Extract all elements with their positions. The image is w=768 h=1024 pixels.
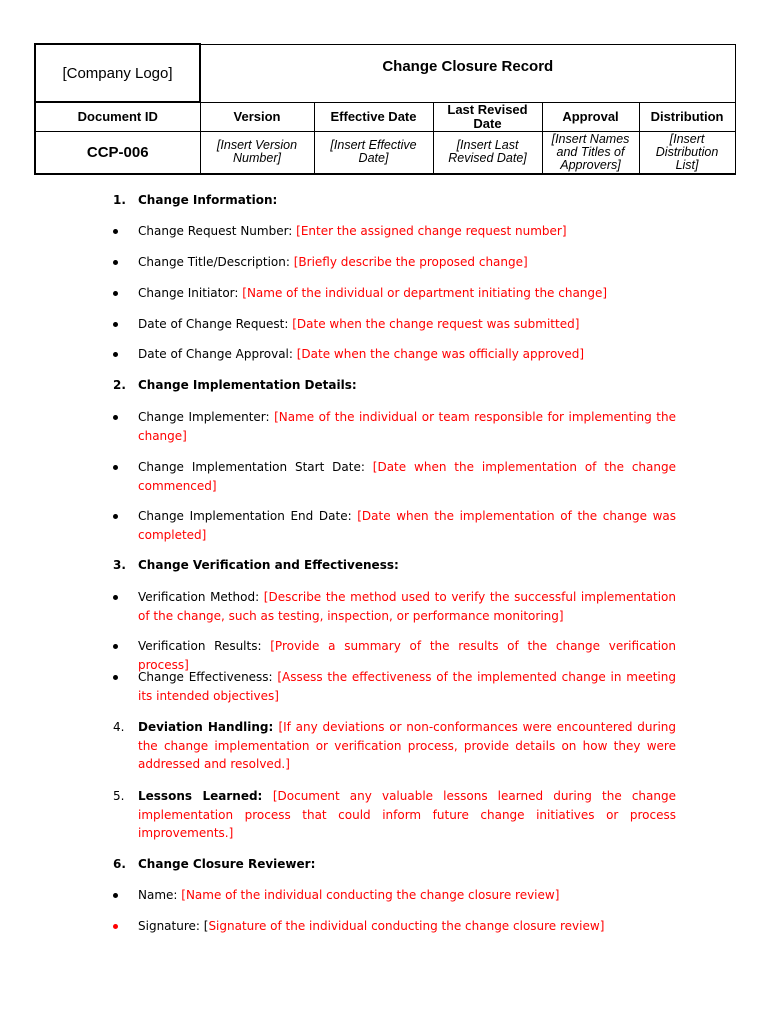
bullet-icon <box>113 668 118 687</box>
list-item: Date of Change Approval: [Date when the change was officially approved] <box>138 347 585 361</box>
bullet-icon <box>113 458 118 477</box>
bullet-icon <box>113 284 118 303</box>
document-id-value: CCP-006 <box>35 131 200 174</box>
list-item: Change Effectiveness: [Assess the effectiveness of the implemented change in meeting its intended objectives] <box>138 670 676 703</box>
section-heading: Change Verification and Effectiveness: <box>138 558 399 572</box>
list-item: Change Title/Description: [Briefly describe the proposed change] <box>138 255 528 269</box>
list-item: Change Implementation End Date: [Date when the implementation of the change was completed] <box>138 509 676 542</box>
company-logo: [Company Logo] <box>35 44 200 102</box>
section-heading: Change Implementation Details: <box>138 378 357 392</box>
col-header-approval: Approval <box>542 102 639 131</box>
col-header-effective-date: Effective Date <box>314 102 433 131</box>
col-header-document-id: Document ID <box>35 102 200 131</box>
distribution-value: [Insert Distribution List] <box>639 131 735 174</box>
list-item: Signature: [Signature of the individual conducting the change closure review] <box>138 919 605 933</box>
bullet-icon <box>113 253 118 272</box>
bullet-icon <box>113 637 118 656</box>
section-paragraph: Deviation Handling: [If any deviations or non-conformances were encountered during the change implementation or verification process, provide details on how they were addressed and resolved.] <box>138 720 677 772</box>
section-number: 6. <box>113 857 126 871</box>
document-title: Change Closure Record <box>200 44 735 102</box>
list-item: Name: [Name of the individual conducting the change closure review] <box>138 888 560 902</box>
bullet-icon <box>113 315 118 334</box>
col-header-version: Version <box>200 102 314 131</box>
list-item: Verification Results: [Provide a summary of the results of the change verification process] <box>138 639 676 672</box>
effective-date-value: [Insert Effective Date] <box>314 131 433 174</box>
bullet-icon <box>113 886 118 905</box>
section-heading: Change Closure Reviewer: <box>138 857 316 871</box>
section-number: 3. <box>113 558 126 572</box>
version-value: [Insert Version Number] <box>200 131 314 174</box>
list-item: Change Request Number: [Enter the assigned change request number] <box>138 224 567 238</box>
bullet-icon <box>113 345 118 364</box>
document-header-table <box>34 43 736 175</box>
col-header-last-revised-date: Last Revised Date <box>433 102 542 131</box>
list-item: Change Initiator: [Name of the individual or department initiating the change] <box>138 286 608 300</box>
list-item: Change Implementer: [Name of the individual or team responsible for implementing the change] <box>138 410 676 443</box>
bullet-icon <box>113 917 118 936</box>
section-number: 1. <box>113 193 126 207</box>
list-item: Verification Method: [Describe the method used to verify the successful implementation of the change, such as testing, inspection, or performance monitoring] <box>138 590 676 623</box>
approval-value: [Insert Names and Titles of Approvers] <box>542 131 639 174</box>
last-revised-date-value: [Insert Last Revised Date] <box>433 131 542 174</box>
section-number: 4. <box>113 720 125 734</box>
bullet-icon <box>113 222 118 241</box>
bullet-icon <box>113 408 118 427</box>
list-item: Change Implementation Start Date: [Date when the implementation of the change commenced] <box>138 460 677 493</box>
section-number: 5. <box>113 789 125 803</box>
bullet-icon <box>113 588 118 607</box>
list-item: Date of Change Request: [Date when the change request was submitted] <box>138 317 580 331</box>
col-header-distribution: Distribution <box>639 102 735 131</box>
bullet-icon <box>113 507 118 526</box>
section-number: 2. <box>113 378 126 392</box>
section-heading: Change Information: <box>138 193 278 207</box>
section-paragraph: Lessons Learned: [Document any valuable lessons learned during the change implementation process that could inform future change initiatives or process improvements.] <box>138 789 676 841</box>
